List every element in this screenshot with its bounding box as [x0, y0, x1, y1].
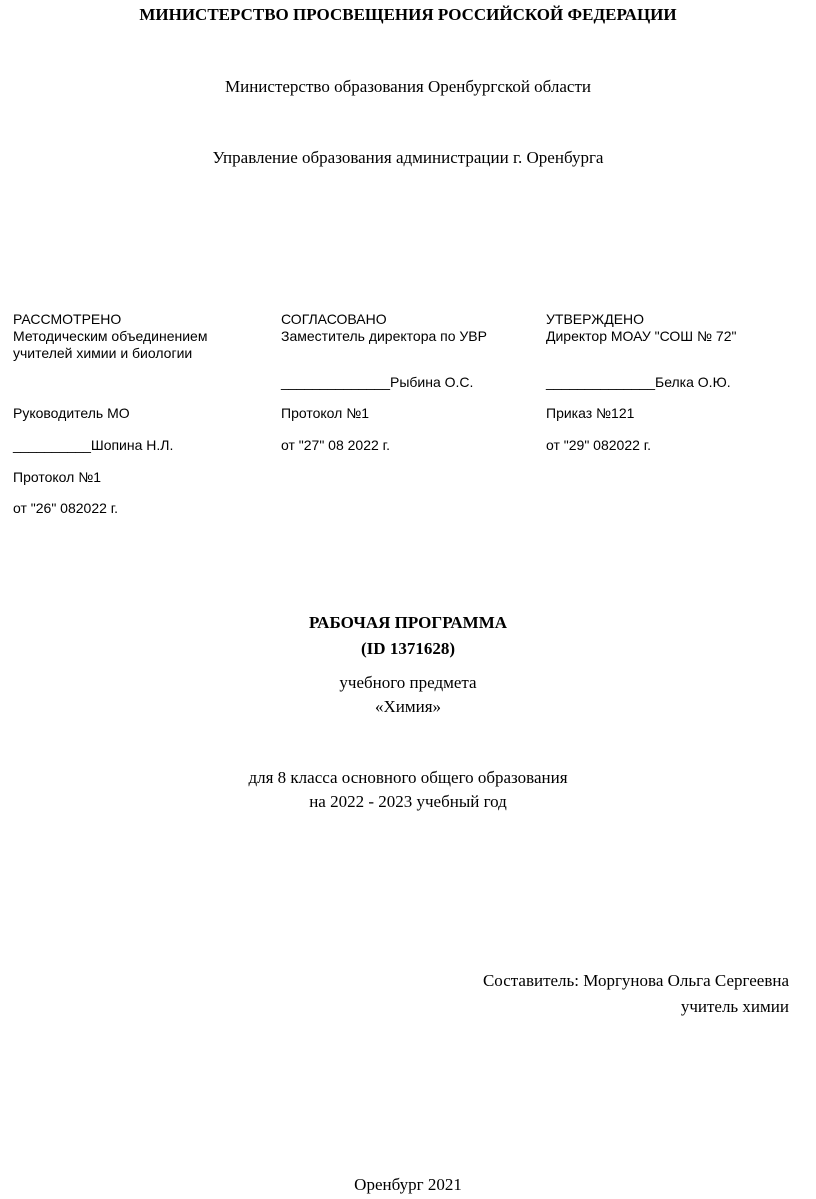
- reviewed-head: Руководитель МО: [13, 405, 130, 421]
- reviewed-protocol: Протокол №1: [13, 469, 101, 485]
- program-title: РАБОЧАЯ ПРОГРАММА: [308, 613, 508, 632]
- ministry-title: МИНИСТЕРСТВО ПРОСВЕЩЕНИЯ РОССИЙСКОЙ ФЕДЕРАЦИИ: [139, 5, 677, 24]
- agreed-title: СОГЛАСОВАНО: [281, 311, 387, 327]
- approved-title: УТВЕРЖДЕНО: [546, 311, 645, 327]
- subject-label: учебного предмета: [339, 673, 477, 692]
- reviewed-line1: Методическим объединением: [13, 328, 208, 344]
- approved-signature: ______________Белка О.Ю.: [546, 374, 731, 390]
- city-department: Управление образования администрации г. Оренбурга: [212, 148, 604, 167]
- city-year: Оренбург 2021: [354, 1175, 462, 1194]
- regional-ministry: Министерство образования Оренбургской области: [225, 77, 591, 96]
- grade-line: для 8 класса основного общего образования: [248, 768, 568, 787]
- subject-name: «Химия»: [374, 697, 442, 716]
- agreed-date: от "27" 08 2022 г.: [281, 437, 390, 453]
- agreed-line1: Заместитель директора по УВР: [281, 328, 487, 344]
- agreed-signature: ______________Рыбина О.С.: [281, 374, 474, 390]
- reviewed-date: от "26" 082022 г.: [13, 500, 119, 516]
- reviewed-title: РАССМОТРЕНО: [13, 311, 122, 327]
- year-line: на 2022 - 2023 учебный год: [309, 792, 507, 811]
- approved-line1: Директор МОАУ "СОШ № 72": [546, 328, 737, 344]
- approved-date: от "29" 082022 г.: [546, 437, 652, 453]
- approved-order: Приказ №121: [546, 405, 635, 421]
- author-position: учитель химии: [680, 997, 789, 1016]
- reviewed-signature: __________Шопина Н.Л.: [13, 437, 174, 453]
- reviewed-line2: учителей химии и биологии: [13, 345, 193, 361]
- compiler: Составитель: Моргунова Ольга Сергеевна: [482, 971, 789, 990]
- agreed-protocol: Протокол №1: [281, 405, 369, 421]
- program-id: (ID 1371628): [361, 639, 455, 658]
